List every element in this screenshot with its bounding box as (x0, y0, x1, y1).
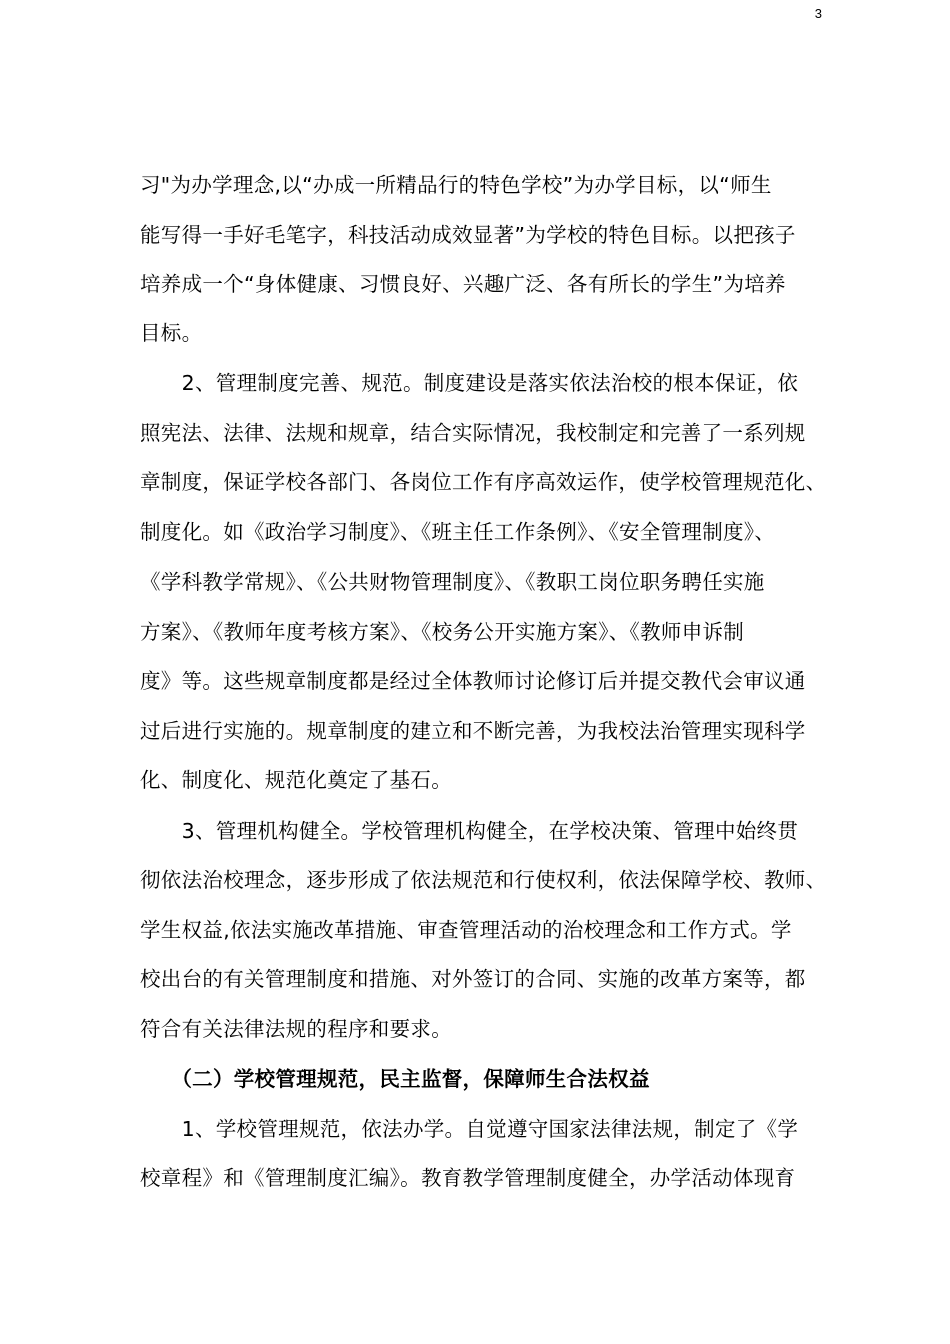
body-text-line: 习"为办学理念,以“办成一所精品行的特色学校”为办学目标，以“师生 (140, 173, 772, 197)
body-text-line: 过后进行实施的。规章制度的建立和不断完善，为我校法治管理实现科学 (140, 719, 806, 743)
page-number: 3 (814, 6, 822, 21)
section-heading: （二）学校管理规范，民主监督，保障师生合法权益 (140, 1067, 650, 1091)
body-text-line: 彻依法治校理念，逐步形成了依法规范和行使权利，依法保障学校、教师、 (140, 868, 827, 892)
body-text-line: 章制度，保证学校各部门、各岗位工作有序高效运作，使学校管理规范化、 (140, 470, 827, 494)
body-text-line: 目标。 (140, 321, 203, 345)
body-text-line: 能写得一手好毛笔字，科技活动成效显著”为学校的特色目标。以把孩子 (140, 223, 796, 247)
body-text-line: 制度化。如《政治学习制度》、《班主任工作条例》、《安全管理制度》、 (140, 520, 776, 544)
body-text-line: 校章程》和《管理制度汇编》。教育教学管理制度健全，办学活动体现育 (140, 1166, 796, 1190)
body-text-line: 方案》、《教师年度考核方案》、《校务公开实施方案》、《教师申诉制 (140, 620, 745, 644)
body-text-line: 培养成一个“身体健康、习惯良好、兴趣广泛、各有所长的学生”为培养 (140, 272, 786, 296)
body-text-line: 学生权益,依法实施改革措施、审查管理活动的治校理念和工作方式。学 (140, 918, 792, 942)
body-text-line: 3、管理机构健全。学校管理机构健全，在学校决策、管理中始终贯 (140, 819, 799, 843)
body-text-line: 化、制度化、规范化奠定了基石。 (140, 768, 452, 792)
body-text-line: 照宪法、法律、法规和规章，结合实际情况，我校制定和完善了一系列规 (140, 421, 806, 445)
body-text-line: 度》等。这些规章制度都是经过全体教师讨论修订后并提交教代会审议通 (140, 669, 806, 693)
body-text-line: 校出台的有关管理制度和措施、对外签订的合同、实施的改革方案等，都 (140, 967, 806, 991)
body-text-line: 《学科教学常规》、《公共财物管理制度》、《教职工岗位职务聘任实施 (140, 570, 765, 594)
body-text-line: 符合有关法律法规的程序和要求。 (140, 1017, 452, 1041)
body-text-line: 2、管理制度完善、规范。制度建设是落实依法治校的根本保证，依 (140, 371, 799, 395)
body-text-line: 1、学校管理规范，依法办学。自觉遵守国家法律法规，制定了《学 (140, 1117, 799, 1141)
